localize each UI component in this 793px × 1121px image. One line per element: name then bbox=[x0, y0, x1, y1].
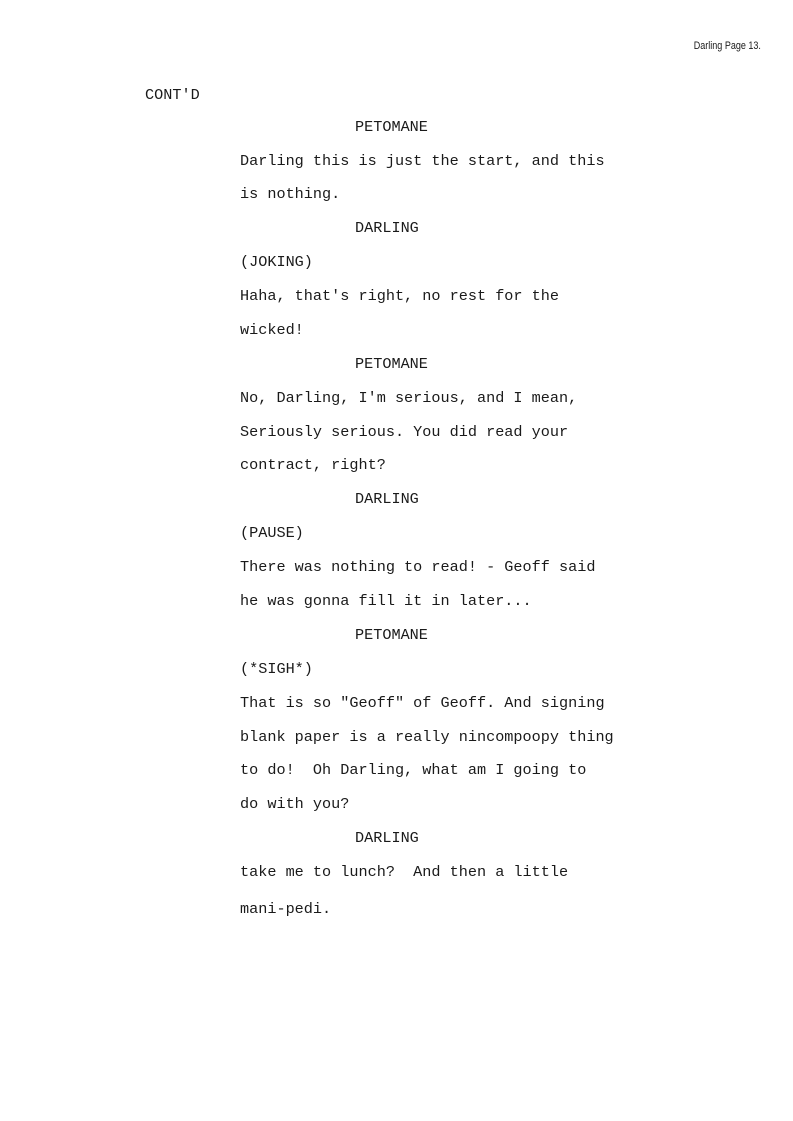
dialogue-line: contract, right? bbox=[240, 456, 386, 474]
parenthetical: (PAUSE) bbox=[240, 524, 304, 542]
continued-marker: CONT'D bbox=[145, 86, 200, 104]
parenthetical: (*SIGH*) bbox=[240, 660, 313, 678]
dialogue-line: to do! Oh Darling, what am I going to bbox=[240, 761, 587, 779]
parenthetical: (JOKING) bbox=[240, 253, 313, 271]
character-name: PETOMANE bbox=[355, 355, 428, 373]
dialogue-line: wicked! bbox=[240, 321, 304, 339]
dialogue-line: That is so "Geoff" of Geoff. And signing bbox=[240, 694, 605, 712]
dialogue-line: do with you? bbox=[240, 795, 350, 813]
character-name: DARLING bbox=[355, 219, 419, 237]
dialogue-line: Haha, that's right, no rest for the bbox=[240, 287, 559, 305]
dialogue-line: he was gonna fill it in later... bbox=[240, 592, 532, 610]
page-number-header: Darling Page 13. bbox=[693, 40, 761, 52]
dialogue-line: Darling this is just the start, and this bbox=[240, 152, 605, 170]
dialogue-line: Seriously serious. You did read your bbox=[240, 423, 569, 441]
dialogue-line: There was nothing to read! - Geoff said bbox=[240, 558, 596, 576]
character-name: PETOMANE bbox=[355, 626, 428, 644]
dialogue-line: is nothing. bbox=[240, 185, 341, 203]
dialogue-line: No, Darling, I'm serious, and I mean, bbox=[240, 389, 578, 407]
character-name: DARLING bbox=[355, 490, 419, 508]
character-name: DARLING bbox=[355, 829, 419, 847]
dialogue-line: take me to lunch? And then a little bbox=[240, 863, 569, 881]
character-name: PETOMANE bbox=[355, 118, 428, 136]
dialogue-line: mani-pedi. bbox=[240, 900, 332, 918]
dialogue-line: blank paper is a really nincompoopy thing bbox=[240, 728, 614, 746]
